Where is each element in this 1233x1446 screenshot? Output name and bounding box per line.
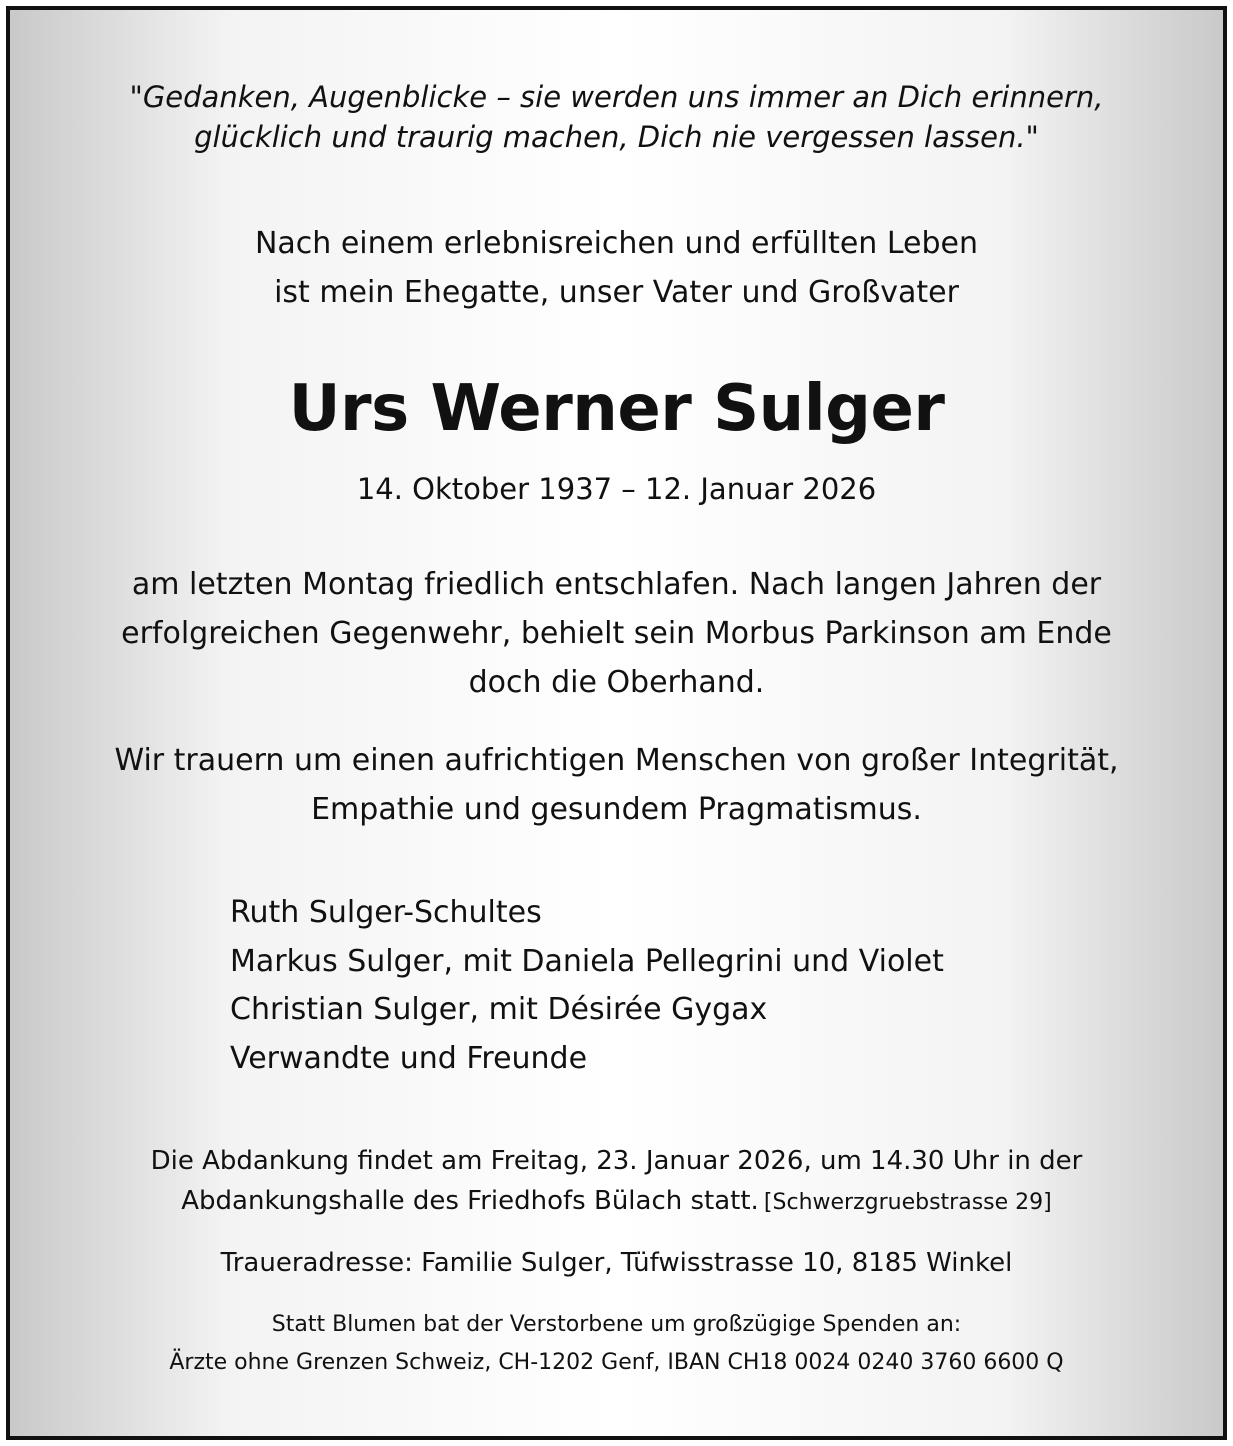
- passing-line-1: am letzten Montag friedlich entschlafen. Nach langen Jahren der: [131, 567, 1102, 602]
- family-member: Markus Sulger, mit Daniela Pellegrini und Violet: [230, 944, 944, 979]
- donation-line-2: Ärzte ohne Grenzen Schweiz, CH-1202 Genf, IBAN CH18 0024 0240 3760 6600 Q: [169, 1350, 1064, 1375]
- life-dates: 14. Oktober 1937 – 12. Januar 2026: [356, 472, 877, 506]
- family-member: Christian Sulger, mit Désirée Gygax: [230, 992, 768, 1027]
- intro-line-2: ist mein Ehegatte, unser Vater und Großvater: [274, 275, 959, 310]
- mourning-line-1: Wir trauern um einen aufrichtigen Menschen von großer Integrität,: [114, 743, 1119, 778]
- family-member: Verwandte und Freunde: [230, 1041, 588, 1076]
- intro-line-1: Nach einem erlebnisreichen und erfüllten Leben: [254, 226, 979, 261]
- deceased-name: Urs Werner Sulger: [288, 372, 945, 446]
- service-line-2: [10, 1186, 1223, 1216]
- service-location: Abdankungshalle des Friedhofs Bülach statt.: [181, 1186, 759, 1216]
- service-line-1: Die Abdankung findet am Freitag, 23. Januar 2026, um 14.30 Uhr in der: [150, 1146, 1083, 1176]
- donation-line-1: Statt Blumen bat der Verstorbene um großzügige Spenden an:: [271, 1312, 962, 1337]
- mourning-address: Traueradresse: Familie Sulger, Tüfwisstrasse 10, 8185 Winkel: [220, 1248, 1013, 1278]
- family-member: Ruth Sulger-Schultes: [230, 895, 542, 930]
- service-address: [Schwerzgruebstrasse 29]: [763, 1190, 1052, 1215]
- obituary-card: [6, 6, 1227, 1440]
- passing-line-2: erfolgreichen Gegenwehr, behielt sein Morbus Parkinson am Ende: [121, 616, 1112, 651]
- quote-line-1: "Gedanken, Augenblicke – sie werden uns immer an Dich erinnern,: [129, 80, 1104, 114]
- passing-line-3: doch die Oberhand.: [468, 665, 765, 700]
- mourning-line-2: Empathie und gesundem Pragmatismus.: [311, 792, 922, 827]
- quote-line-2: glücklich und traurig machen, Dich nie vergessen lassen.": [194, 120, 1039, 154]
